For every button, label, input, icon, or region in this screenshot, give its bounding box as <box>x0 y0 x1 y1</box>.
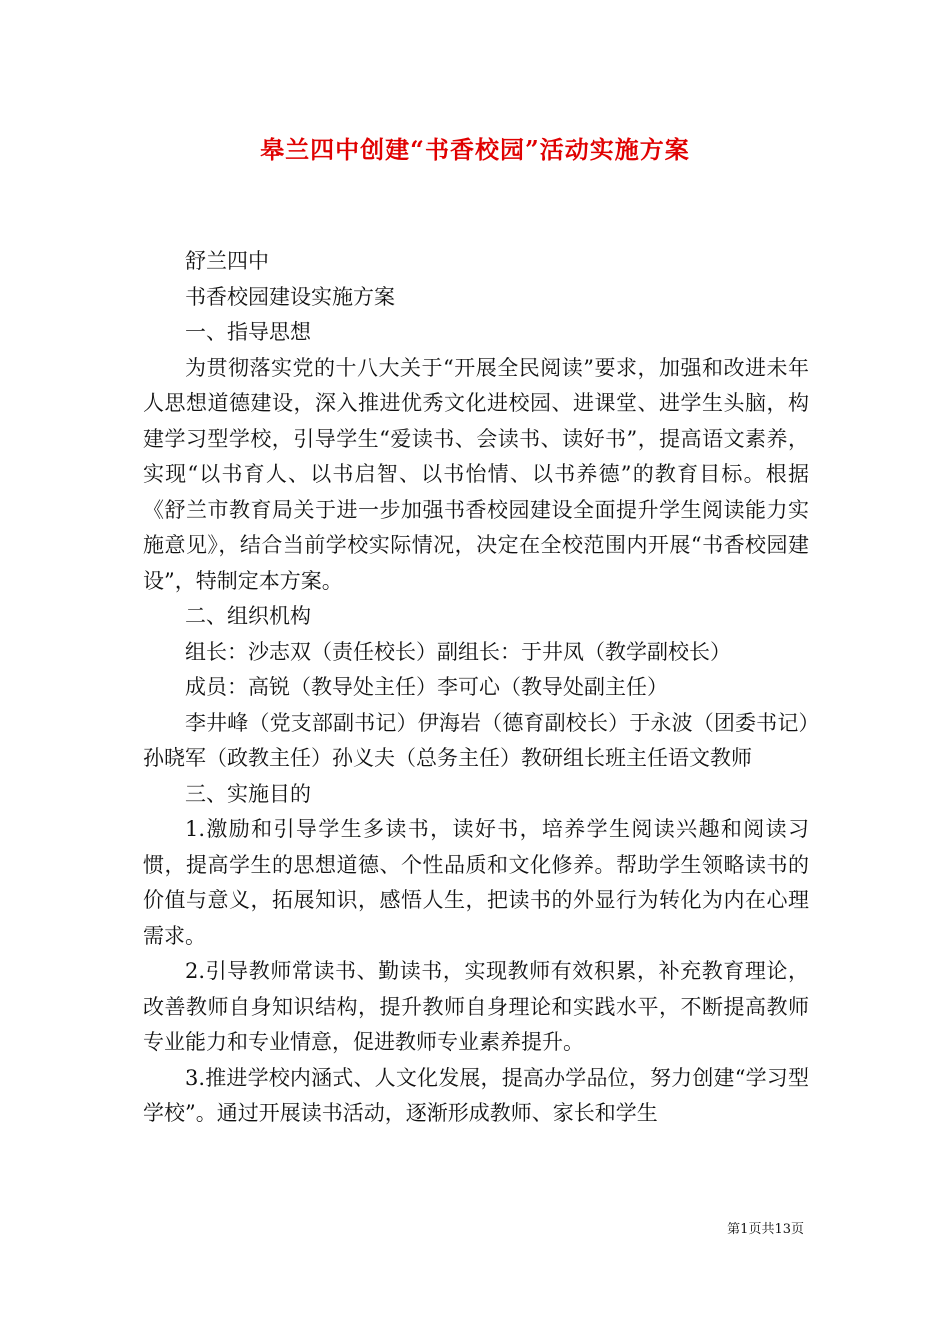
page-number-footer: 第1页共13页 <box>727 1222 804 1237</box>
paragraph-purpose-3: 3.推进学校内涵式、人文化发展，提高办学品位，努力创建“学习型学校”。通过开展读书活动，逐渐形成教师、家长和学生 <box>143 1065 809 1125</box>
paragraph-members: 成员：高锐（教导处主任）李可心（教导处副主任） <box>185 675 668 699</box>
paragraph-school-name: 舒兰四中 <box>185 249 269 273</box>
paragraph-members-continued: 李井峰（党支部副书记）伊海岩（德育副校长）于永波（团委书记）孙晓军（政教主任）孙义夫（总务主任）教研组长班主任语文教师 <box>143 710 809 770</box>
paragraph-group-leaders: 组长：沙志双（责任校长）副组长：于井凤（教学副校长） <box>185 639 731 664</box>
document-title: 皋兰四中创建“书香校园”活动实施方案 <box>260 135 690 164</box>
paragraph-guiding-ideology: 为贯彻落实党的十八大关于“开展全民阅读”要求，加强和改进未年人思想道德建设，深入推进优秀文化进校园、进课堂、进学生头脑，构建学习型学校，引导学生“爱读书、会读书、读好书”，提高语文素养，实现“以书育人、以书启智、以书怡情、以书养德”的教育目标。根据《舒兰市教育局关于进一步加强书香校园建设全面提升学生阅读能力实施意见》，结合当前学校实际情况，决定在全校范围内开展“书香校园建设”，特制定本方案。 <box>143 355 809 593</box>
paragraph-plan-name: 书香校园建设实施方案 <box>185 284 395 309</box>
paragraph-purpose-2: 2.引导教师常读书、勤读书，实现教师有效积累，补充教育理论，改善教师自身知识结构，提升教师自身理论和实践水平，不断提高教师专业能力和专业情意，促进教师专业素养提升。 <box>143 959 809 1054</box>
document-body <box>143 244 809 1132</box>
section-heading-organization: 二、组织机构 <box>185 604 311 628</box>
section-heading-guiding-ideology: 一、指导思想 <box>185 320 311 344</box>
section-heading-purpose: 三、实施目的 <box>185 781 311 806</box>
paragraph-purpose-1: 1.激励和引导学生多读书，读好书，培养学生阅读兴趣和阅读习惯，提高学生的思想道德、个性品质和文化修养。帮助学生领略读书的价值与意义，拓展知识，感悟人生，把读书的外显行为转化为内在心理需求。 <box>143 817 809 948</box>
